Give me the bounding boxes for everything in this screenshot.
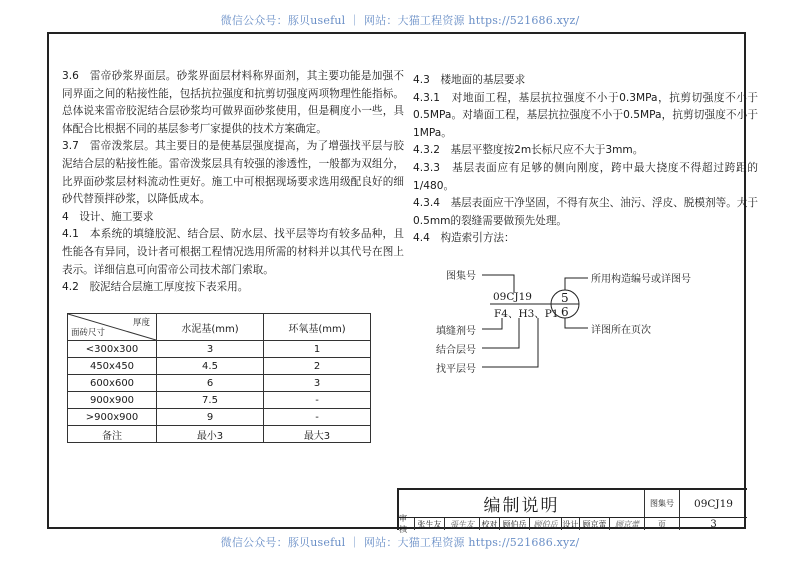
page-label: 页 <box>645 518 680 530</box>
cell-cement: 最小3 <box>157 426 264 443</box>
section-4-3-3: 4.3.3 基层表面应有足够的侧向刚度，跨中最大挠度不得超过跨距的1/480。 <box>413 161 758 192</box>
page-number: 6 <box>561 305 569 319</box>
bond-layer-label: 结合层号 <box>436 345 476 356</box>
reviewer-signature: 張生友 <box>445 518 480 530</box>
cell-size: 备注 <box>68 426 157 443</box>
table-row <box>68 375 371 392</box>
table-row <box>68 358 371 375</box>
designer-signature: 顾京蕾 <box>610 518 645 530</box>
section-4-heading: 4 设计、施工要求 <box>62 210 154 223</box>
table-row <box>68 392 371 409</box>
atlas-number-label: 图集号 <box>446 271 476 282</box>
cell-epoxy: 2 <box>264 358 371 375</box>
atlas-value: 09CJ19 <box>680 490 747 518</box>
cell-cement: 9 <box>157 409 264 426</box>
cell-size: >900x900 <box>68 409 157 426</box>
watermark-bottom: 微信公众号：豚贝useful ｜ 网站：大猫工程资源 https://521686.xyz/ <box>220 536 580 549</box>
reviewer-name: 张生友 <box>415 518 445 530</box>
review-label: 审核 <box>399 518 415 530</box>
cell-cement: 3 <box>157 341 264 358</box>
cell-size: 450x450 <box>68 358 157 375</box>
section-4-2: 4.2 胶泥结合层施工厚度按下表采用。 <box>62 281 249 294</box>
section-4-1: 4.1 本系统的填缝胶泥、结合层、防水层、找平层等均有较多品种，且性能各有异同，设计者可根据工程情况选用所需的材料并以其代号在图上表示。详细信息可向雷帝公司技术部门索取。 <box>62 228 404 276</box>
atlas-code: 09CJ19 <box>493 291 532 303</box>
corner-bottom-label: 面砖尺寸 <box>71 328 106 338</box>
cell-epoxy: - <box>264 409 371 426</box>
cell-epoxy: 3 <box>264 375 371 392</box>
check-label: 校对 <box>480 518 500 530</box>
detail-number: 5 <box>561 291 569 305</box>
header-epoxy: 环氧基(mm) <box>264 314 371 341</box>
page-value: 3 <box>710 518 717 530</box>
section-4-3-4: 4.3.4 基层表面应干净坚固，不得有灰尘、油污、浮皮、脱模剂等。大于0.5mm的裂缝需要做预先处理。 <box>413 197 758 227</box>
watermark-top: 微信公众号：豚贝useful ｜ 网站：大猫工程资源 https://521686.xyz/ <box>220 14 580 27</box>
title-block <box>397 488 747 534</box>
right-column <box>413 72 758 248</box>
material-codes: F4、H3、P1 <box>494 308 559 320</box>
detail-number-label: 所用构造编号或详图号 <box>591 274 691 285</box>
design-label: 设计 <box>562 519 579 529</box>
left-column <box>62 68 404 297</box>
table-corner-cell <box>68 314 157 341</box>
cell-epoxy: - <box>264 392 371 409</box>
thickness-table <box>67 313 371 443</box>
cell-size: <300x300 <box>68 341 157 358</box>
checker-name: 顾伯岳 <box>500 518 530 530</box>
table-row <box>68 409 371 426</box>
grout-number-label: 填缝剂号 <box>436 326 476 337</box>
table-header-row <box>68 314 371 341</box>
table-row <box>68 341 371 358</box>
corner-top-label: 厚度 <box>132 318 150 328</box>
table-row-note <box>68 426 371 443</box>
designer-name: 顾京蕾 <box>580 518 610 530</box>
section-4-4: 4.4 构造索引方法： <box>413 232 515 245</box>
cell-size: 600x600 <box>68 375 157 392</box>
header-cement: 水泥基(mm) <box>157 314 264 341</box>
leveling-layer-label: 找平层号 <box>436 364 476 375</box>
section-3-7: 3.7 雷帝泼浆层。其主要目的是使基层强度提高，为了增强找平层与胶泥结合层的粘接性能。雷帝泼浆层具有较强的渗透性，一般都为双组分，比界面砂浆层材料流动性更好。施工中可根据现场要求选用级配良好的细砂代替预拌砂浆，以降低成本。 <box>62 140 404 206</box>
cell-cement: 6 <box>157 375 264 392</box>
index-diagram <box>410 262 710 375</box>
cell-epoxy: 1 <box>264 341 371 358</box>
cell-cement: 7.5 <box>157 392 264 409</box>
atlas-label: 图集号 <box>645 490 680 518</box>
cell-size: 900x900 <box>68 392 157 409</box>
section-4-3-2: 4.3.2 基层平整度按2m长标尺应不大于3mm。 <box>413 144 644 157</box>
checker-signature: 顾伯岳 <box>530 518 562 530</box>
section-4-3: 4.3 楼地面的基层要求 <box>413 74 526 86</box>
cell-cement: 4.5 <box>157 358 264 375</box>
section-3-6: 3.6 雷帝砂浆界面层。砂浆界面层材料称界面剂，其主要功能是加强不同界面之间的粘接性能，包括抗拉强度和抗剪切强度两项物理性能指标。总体说来雷帝胶泥结合层砂浆均可做界面砂浆使用，但是稠度小一些，具体配合比根据不同的基层参考厂家提供的技术方案确定。 <box>62 70 404 135</box>
drawing-title: 编制说明 <box>399 490 645 518</box>
cell-epoxy: 最大3 <box>264 426 371 443</box>
page-label: 详图所在页次 <box>591 325 651 336</box>
section-4-3-1: 4.3.1 对地面工程，基层抗拉强度不小于0.3MPa，抗剪切强度不小于0.5MPa。对墙面工程，基层抗拉强度不小于0.5MPa，抗剪切强度不小于1MPa。 <box>413 91 758 139</box>
